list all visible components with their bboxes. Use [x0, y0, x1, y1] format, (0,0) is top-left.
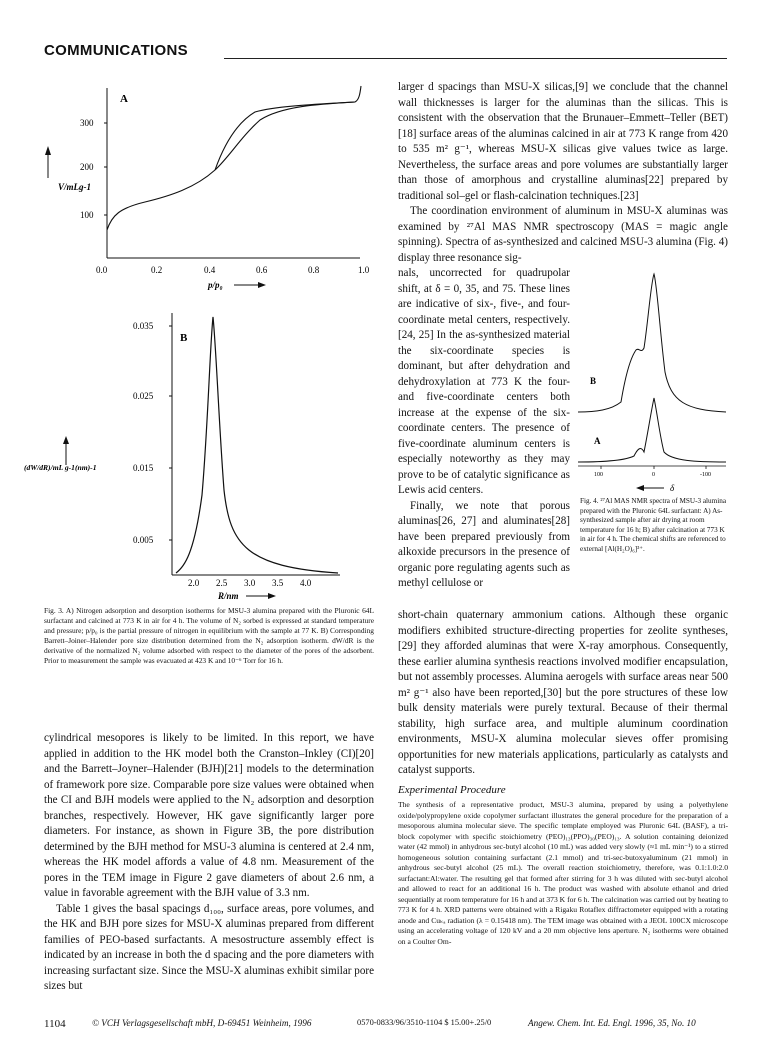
right-paragraph-2b: nals, uncorrected for quadrupolar shift, at δ = 0, 35, and 75. These lines are indicative of six-, five-, and four-coordinate metal centers, respectively.[24, 25] In the as-synthesized material the six-coordinate species is dominant, but after dehydration and dehydroxylation at 773 K the four- and five-coordinate centers both increase at the expense of the six-coordinate centers. The presence of five-coordinate aluminum centers is especially noteworthy as they may prove to be of catalytic significance as Lewis acid centers.	[398, 267, 570, 496]
footer-issn: 0570-0833/96/3510-1104 $ 15.00+.25/0	[357, 1018, 492, 1027]
fig3b-xtick-4: 4.0	[300, 578, 312, 588]
fig4-spectrum-a	[578, 398, 726, 462]
fig3a-panel-label: A	[120, 93, 128, 105]
footer-page-number: 1104	[44, 1018, 66, 1030]
header-rule	[224, 58, 727, 59]
fig3a-desorption-curve	[215, 102, 355, 170]
fig3a-yarrow-head	[45, 146, 51, 155]
fig3b-ytick-1: 0.025	[133, 391, 154, 401]
right-paragraph-3b: short-chain quaternary ammonium cations. Although these organic modifiers exhibited structure-directing properties for zeolite syntheses,[29] they afforded aluminas that were X-ray amorphous. Consequently, these earlier alumina synthesis reactions involved modifier encapsulation, but not assembly processes. Alumina aerogels with surface areas near 500 m² g⁻¹ also have been reported,[30] but the pore structures of these low bulk density materials were purely textural. Because of their thermal stability, high surface area, and multiple aluminum coordination environments, MSU-X alumina molecular sieves offer promising opportunities for new materials applications, particularly as catalysts and catalyst supports.	[398, 609, 728, 776]
fig3b-xtick-1: 2.5	[216, 578, 228, 588]
experimental-body: The synthesis of a representative product, MSU-3 alumina, prepared by using a polyethylene oxide/polypropylene oxide copolymer surfactant illustrates the general procedure for the preparation of a mesoporous alumina molecular sieve. The specific template employed was Pluronic 64L (BASF), a tri-block copolymer with specific stoichiometry (PEO)₁₃(PPO)₃₀(PEO)₁₃. A solution containing deionized water (42 mmol) in anhydrous sec-butyl alcohol (10 mL) was added very slowly (≈1 mL min⁻¹) to a stirred homogeneous solution containing surfactant (2.1 mmol) and tri-sec-butoxyaluminum (21 mmol) in anhydrous sec-butyl alcohol (25 mL). The overall reaction stoichiometry, therefore, was 0.1:1.0:2.0 surfactant:Al:water. The resulting gel that formed after stirring for 3 h was diluted with sec-butyl alcohol and allowed to react for an additional 16 h. The product was washed with absolute ethanol and dried sequentially at room temperature for 16 h and at 373 K for 6 h. The calcination was carried out by heating to 773 K for 4 h. XRD patterns were obtained with a Rigaku Rotaflex diffractometer equipped with a rotating anode and Cuₖₐ radiation (λ = 0.15418 nm). The TEM image was obtained with a JEOL 100CX microscope using an accelerating voltage of 120 kV and a 20 mm objective lens aperture. N₂ isotherms were obtained on a Coulter Om-	[398, 800, 728, 946]
fig3a-ylabel: V/mLg-1	[58, 182, 91, 192]
fig3a-xtick-1: 0.2	[151, 265, 163, 275]
fig3b-xtick-3: 3.5	[272, 578, 284, 588]
right-column-top	[398, 80, 728, 266]
fig3-panel-b	[20, 305, 380, 605]
right-paragraph-2a: The coordination environment of aluminum in MSU-X aluminas was examined by ²⁷Al MAS NMR spectroscopy (MAS = magic angle spinning). Spectra of as-synthesized and calcined MSU-3 alumina (Fig. 4) display three resonance sig-	[398, 205, 728, 264]
fig3a-xtick-5: 1.0	[358, 265, 370, 275]
fig3b-xlabel: R/nm	[218, 591, 239, 601]
fig3a-xlabel: p/p₀	[208, 280, 223, 290]
fig3b-xtick-2: 3.0	[244, 578, 256, 588]
fig3a-xtick-3: 0.6	[256, 265, 268, 275]
fig4-xtick-0: 100	[594, 472, 603, 478]
fig3a-ytick-200: 200	[80, 162, 94, 172]
fig4-label-a: A	[594, 436, 601, 446]
fig3a-ytick-100: 100	[80, 210, 94, 220]
fig4-xtick-2: -100	[700, 472, 711, 478]
footer-publisher: © VCH Verlagsgesellschaft mbH, D-69451 Weinheim, 1996	[92, 1018, 312, 1028]
fig3a-xtick-2: 0.4	[204, 265, 216, 275]
fig3b-pore-distribution-curve	[176, 317, 338, 573]
fig3a-adsorption-curve	[107, 86, 361, 230]
fig3b-ylabel: (dW/dR)/mL g-1(nm)-1	[24, 463, 97, 472]
left-paragraph-2: Table 1 gives the basal spacings d₁₀₀, surface areas, pore volumes, and the HK and BJH pore sizes for MSU-X aluminas prepared from different families of PEO-based surfactants. A mesostructure assembly effect is indicated by an increase in both the d spacing and the pore diameters with increasing surfactant size. Since the MSU-X aluminas exhibit similar pore sizes but	[44, 902, 374, 992]
fig3b-xtick-0: 2.0	[188, 578, 200, 588]
fig3b-ytick-0: 0.035	[133, 321, 154, 331]
fig4-spectrum-b	[578, 274, 726, 412]
fig3b-panel-label: B	[180, 332, 188, 344]
right-column-bottom	[398, 608, 728, 779]
right-paragraph-3a: Finally, we note that porous aluminas[26, 27] and aluminates[28] have been prepared previously from alkoxide precursors in the presence of organic pore regulating agents such as methyl cellulose or	[398, 499, 570, 589]
fig3a-xtick-4: 0.8	[308, 265, 320, 275]
fig3-panel-a	[20, 80, 380, 300]
footer-journal: Angew. Chem. Int. Ed. Engl. 1996, 35, No. 10	[528, 1018, 696, 1028]
fig3-caption: Fig. 3. A) Nitrogen adsorption and desorption isotherms for MSU-3 alumina prepared with the Pluronic 64L surfactant and calcined at 773 K in air for 4 h. The volume of N₂ sorbed is expressed at standard temperature and pressure; p/p₀ is the partial pressure of nitrogen in equilibrium with the sample at 77 K. B) Corresponding Barrett–Joiner–Halender pore size distribution determined from the N₂ adsorption isotherm. dW/dR is the derivative of the normalized N₂ volume adsorbed with respect to the diameter of the pores of the adsorbent. Prior to measurement the sample was evacuated at 423 K and 10⁻⁶ Torr for 16 h.	[44, 606, 374, 665]
fig3a-ytick-300: 300	[80, 118, 94, 128]
experimental-title: Experimental Procedure	[398, 784, 506, 796]
fig4-label-b: B	[590, 376, 597, 386]
page-header-title: COMMUNICATIONS	[44, 42, 188, 59]
fig3b-ytick-3: 0.005	[133, 535, 154, 545]
fig4-nmr-spectra	[576, 262, 728, 494]
fig3a-xtick-0: 0.0	[96, 265, 108, 275]
fig4-xlabel: δ	[670, 483, 675, 493]
left-paragraph-1: cylindrical mesopores is likely to be limited. In this report, we have applied in addition to the HK model both the Cranston–Inkley (CI)[20] and the Barrett–Joyner–Halender (BJH)[21] models to the determination of framework pore size. Comparable pore size values were obtained when the CI and BJH models were applied to the N₂ adsorption and desorption branches, respectively. However, HK gave significantly larger pore diameters. For instance, as shown in Figure 3B, the pore distribution determined by the BJH method for MSU-3 alumina is centered at 2.4 nm, whereas the HK model affords a value of 4.8 nm. Measurement of the pores in the TEM image in Figure 2 gave diameters of about 2.6 nm, a value in favorable agreement with the BJH value of 3.3 nm.	[44, 732, 374, 899]
fig4-xtick-1: 0	[652, 472, 655, 478]
fig4-caption: Fig. 4. ²⁷Al MAS NMR spectra of MSU-3 alumina prepared with the Pluronic 64L surfactant: A) As-synthesized sample after air drying at room temperature for 16 h; B) after calcination at 773 K in air for 4 h. The chemical shifts are referenced to external [Al(H₂O)₆]³⁺.	[580, 497, 727, 553]
right-column-narrow	[398, 266, 570, 592]
fig3b-ytick-2: 0.015	[133, 463, 154, 473]
left-column-text	[44, 731, 374, 995]
right-paragraph-1: larger d spacings than MSU-X silicas,[9] we conclude that the channel wall thicknesses is larger for the aluminas than the silicas. This is consistent with the observation that the Brunauer–Emmett–Teller (BET)[18] surface areas of the aluminas calcined in air at 773 K range from 420 to 535 m² g⁻¹, whereas MSU-X silicas give values twice as large. Nevertheless, the surface areas and pore volumes are substantially larger than those of amorphous and crystalline aluminas[22] prepared by traditional sol–gel or flash-calcination techniques.[23]	[398, 81, 728, 202]
